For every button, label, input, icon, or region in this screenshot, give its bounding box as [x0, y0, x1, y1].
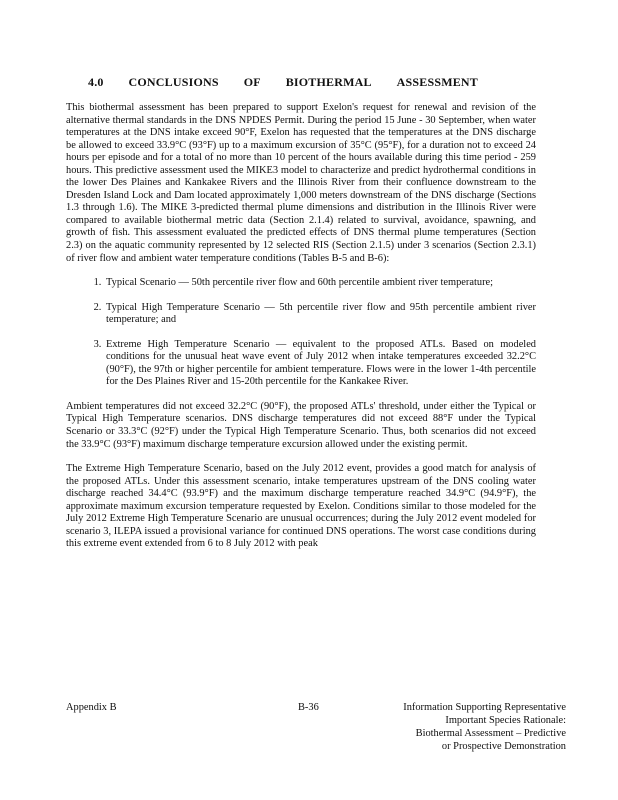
scenario-list — [66, 277, 536, 389]
ambient-paragraph: Ambient temperatures did not exceed 32.2°C (90°F), the proposed ATLs' threshold, under either the Typical or Typical High Temperature scenarios. DNS discharge temperatures did not exceed 88°F under the Typical Scenario or 33.3°C (92°F) under the Typical High Temperature Scenario. Thus, both scenarios did not exceed the 33.9°C (93°F) maximum discharge temperature excursion allowed under the existing permit. — [66, 400, 536, 450]
page-number: B-36 — [298, 702, 319, 713]
section-heading — [88, 75, 478, 90]
scenario-item: 1. Typical Scenario — 50th percentile river flow and 60th percentile ambient river temperature; — [104, 277, 536, 290]
intro-paragraph: This biothermal assessment has been prepared to support Exelon's request for renewal and revision of the alternative thermal standards in the DNS NPDES Permit. During the period 15 June - 30 September, when water temperatures at the DNS intake exceed 90°F, Exelon has requested that the temperatures at the DNS discharge be allowed to exceed 33.9°C (93°F) up to a maximum excursion of 35°C (95°F), for a duration not to exceed 24 hours per episode and for a total of no more than 10 percent of the hours available during this time period - 259 hours. This predictive assessment used the MIKE3 model to characterize and predict hydrothermal conditions in the lower Des Plaines and Kankakee Rivers and the Illinois River from their confluence downstream to the Dresden Island Lock and Dam located approximately 1,000 meters downstream of the DNS discharge (Sections 1.3 through 1.6). The MIKE 3-predicted thermal plume dimensions and distribution in the Illinois River were compared to available biothermal metric data (Section 2.1.4) related to survival, avoidance, spawning, and growth of fish. This assessment evaluated the predicted effects of DNS thermal plume temperatures (Section 2.3) on the aquatic community represented by 12 selected RIS (Section 2.1.5) under 3 scenarios (Section 2.3.1) of river flow and ambient water temperature conditions (Tables B-5 and B-6): — [66, 102, 536, 264]
section-number: 4.0 — [88, 75, 104, 89]
heading-word: ASSESSMENT — [396, 75, 478, 89]
heading-word: CONCLUSIONS — [128, 75, 219, 89]
footer-appendix: Appendix B — [66, 702, 117, 713]
footer-title-line: Biothermal Assessment – Predictive — [415, 728, 566, 739]
footer-title-line: Information Supporting Representative — [403, 702, 566, 713]
footer-document-title — [386, 701, 566, 753]
heading-word: BIOTHERMAL — [285, 75, 372, 89]
scenario-item: 3. Extreme High Temperature Scenario — equivalent to the proposed ATLs. Based on modeled conditions for the unusual heat wave event of July 2012 when intake temperatures exceeded 32.2°C (90°F), the 97th or higher percentile for ambient temperature. Flows were in the lower 1-4th percentile for the Des Plaines River and 15-20th percentile for the Kankakee River. — [104, 339, 536, 389]
extreme-scenario-paragraph: The Extreme High Temperature Scenario, based on the July 2012 event, provides a good match for analysis of the proposed ATLs. Under this assessment scenario, intake temperatures upstream of the DNS cooling water discharge reached 34.4°C (93.9°F) and the maximum discharge temperature reached 34.9°C (94.9°F), the approximate maximum excursion temperature requested by Exelon. Conditions similar to those modeled for the July 2012 Extreme High Temperature Scenario are unusual occurrences; during the July 2012 event modeled for scenario 3, ILEPA issued a provisional variance for continued DNS operations. The worst case conditions during this extreme event extended from 6 to 8 July 2012 with peak — [66, 463, 536, 550]
footer-title-line: or Prospective Demonstration — [441, 741, 566, 752]
heading-word: OF — [243, 75, 261, 89]
page-footer — [66, 701, 566, 771]
body-text — [66, 102, 536, 563]
footer-title-line: Important Species Rationale: — [445, 715, 566, 726]
scenario-item: 2. Typical High Temperature Scenario — 5th percentile river flow and 95th percentile ambient river temperature; and — [104, 302, 536, 327]
